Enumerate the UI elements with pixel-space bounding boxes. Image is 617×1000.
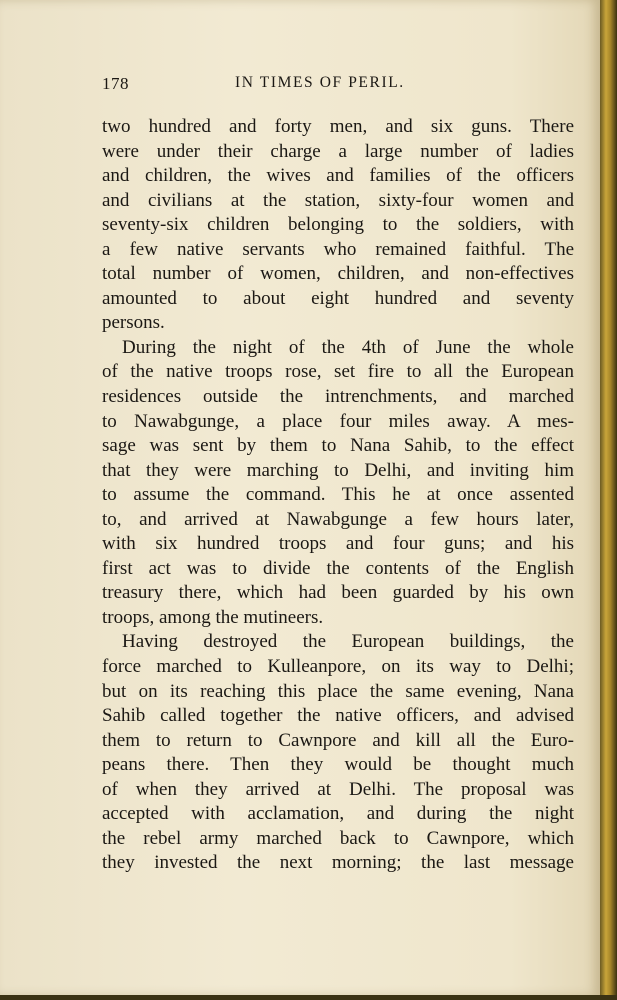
- text-line: with six hundred troops and four guns; and his: [102, 533, 574, 555]
- running-title: IN TIMES OF PERIL.: [235, 74, 405, 91]
- paragraph-first-line: Having destroyed the European buildings, the: [122, 631, 574, 653]
- text-line: they invested the next morning; the last message: [102, 852, 574, 874]
- text-line: amounted to about eight hundred and seventy: [102, 287, 574, 309]
- text-line: seventy-six children belonging to the soldiers, with: [102, 214, 574, 236]
- text-line: first act was to divide the contents of the English: [102, 557, 574, 579]
- text-line: that they were marching to Delhi, and inviting him: [102, 459, 574, 481]
- text-line: of the native troops rose, set fire to all the European: [102, 361, 574, 383]
- text-line: the rebel army marched back to Cawnpore, which: [102, 827, 574, 849]
- text-line: residences outside the intrenchments, and marched: [102, 386, 574, 408]
- text-line: a few native servants who remained faithful. The: [102, 238, 574, 260]
- text-line: to, and arrived at Nawabgunge a few hours later,: [102, 508, 574, 530]
- text-line: but on its reaching this place the same evening, Nana: [102, 680, 574, 702]
- text-line: sage was sent by them to Nana Sahib, to the effect: [102, 435, 574, 457]
- body-text: [102, 115, 574, 876]
- text-line: to assume the command. This he at once assented: [102, 484, 574, 506]
- text-line: them to return to Cawnpore and kill all the Euro-: [102, 729, 574, 751]
- page-edge: [600, 0, 617, 1000]
- text-line: accepted with acclamation, and during the night: [102, 803, 574, 825]
- page-header: [102, 74, 574, 98]
- text-line: troops, among the mutineers.: [102, 606, 324, 628]
- page-bottom-edge: [0, 995, 617, 1000]
- text-line: were under their charge a large number of ladies: [102, 140, 574, 162]
- text-line: force marched to Kulleanpore, on its way to Delhi;: [102, 656, 574, 678]
- text-line: and civilians at the station, sixty-four women and: [102, 189, 574, 211]
- text-line: persons.: [102, 312, 165, 334]
- text-line: peans there. Then they would be thought much: [102, 754, 574, 776]
- text-line: Sahib called together the native officers, and advised: [102, 705, 574, 727]
- page-number: 178: [102, 74, 129, 93]
- text-line: total number of women, children, and non-effectives: [102, 263, 574, 285]
- text-line: and children, the wives and families of the officers: [102, 165, 574, 187]
- text-line: of when they arrived at Delhi. The proposal was: [102, 778, 574, 800]
- text-line: to Nawabgunge, a place four miles away. A mes-: [102, 410, 574, 432]
- text-line: two hundred and forty men, and six guns. There: [102, 116, 574, 137]
- paragraph-first-line: During the night of the 4th of June the whole: [122, 336, 574, 358]
- text-line: treasury there, which had been guarded by his own: [102, 582, 574, 604]
